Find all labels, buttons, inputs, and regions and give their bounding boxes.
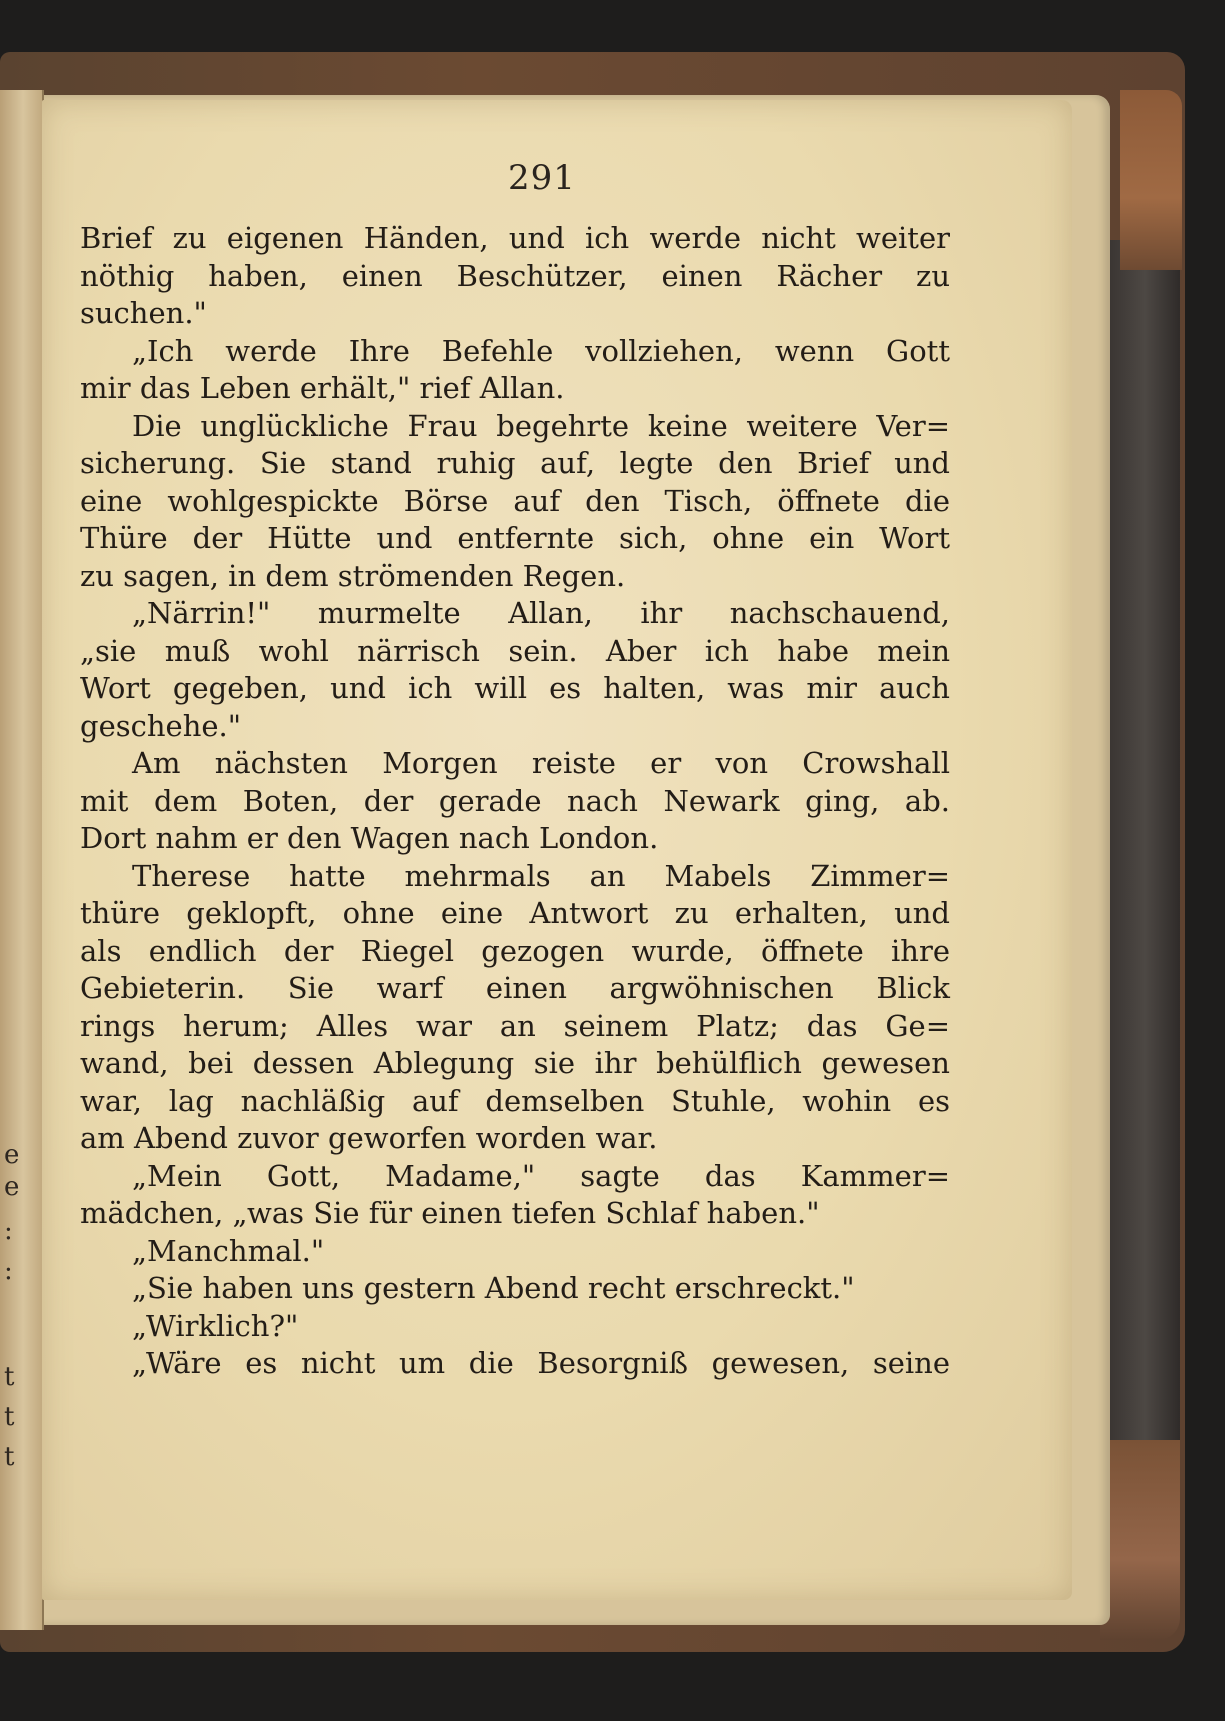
text-line: „Närrin!" murmelte Allan, ihr nachschauend, [132,596,950,630]
text-line: Wort gegeben, und ich will es halten, was mir auch [80,671,950,705]
text-line: thüre geklopft, ohne eine Antwort zu erhalten, und [80,896,950,930]
text-line: „Sie haben uns gestern Abend recht erschreckt." [132,1271,855,1305]
left-page-fragment: e [4,1140,20,1170]
text-line: rings herum; Alles war an seinem Platz; das Ge= [80,1008,950,1043]
left-page-fragment: t [4,1442,15,1472]
left-page-fragment: e [4,1172,20,1202]
text-line: Brief zu eigenen Händen, und ich werde nicht weiter [80,221,950,255]
text-line: „sie muß wohl närrisch sein. Aber ich habe mein [80,633,950,668]
text-line: mir das Leben erhält," rief Allan. [80,371,565,405]
text-line: „Wäre es nicht um die Besorgniß gewesen, seine [132,1346,950,1380]
cover-corner-top [1120,90,1182,270]
page-number: 291 [508,158,576,198]
text-line: eine wohlgespickte Börse auf den Tisch, öffnete die [80,483,950,518]
text-line: zu sagen, in dem strömenden Regen. [80,558,626,593]
text-line: am Abend zuvor geworfen worden war. [80,1121,658,1155]
text-line: nöthig haben, einen Beschützer, einen Rächer zu [80,258,950,293]
text-line: wand, bei dessen Ablegung sie ihr behülflich gewesen [80,1046,950,1080]
left-page-fragment: t [4,1362,15,1392]
text-line: „Wirklich?" [132,1308,299,1343]
text-line: Dort nahm er den Wagen nach London. [80,821,659,855]
left-page-edge [0,90,44,1630]
page-text [80,220,950,1383]
text-line: mit dem Boten, der gerade nach Newark ging, ab. [80,783,950,818]
text-line: geschehe." [80,708,242,743]
cover-corner-bottom [1100,1440,1180,1640]
text-line: war, lag nachläßig auf demselben Stuhle, wohin es [80,1083,950,1118]
book-cover-edge [1110,240,1180,1440]
book-page [42,100,1072,1600]
left-page-fragment: : [4,1256,13,1286]
text-line: als endlich der Riegel gezogen wurde, öffnete ihre [80,933,950,968]
text-line: Die unglückliche Frau begehrte keine weitere Ver= [132,408,950,443]
text-line: sicherung. Sie stand ruhig auf, legte den Brief und [80,446,950,480]
text-line: Thüre der Hütte und entfernte sich, ohne ein Wort [80,521,950,555]
text-line: „Ich werde Ihre Befehle vollziehen, wenn Gott [132,333,950,368]
text-line: „Mein Gott, Madame," sagte das Kammer= [132,1158,950,1193]
text-line: Gebieterin. Sie warf einen argwöhnischen Blick [80,971,950,1005]
left-page-fragment: t [4,1402,15,1432]
text-line: „Manchmal." [132,1233,325,1268]
text-line: suchen." [80,296,207,330]
text-line: Therese hatte mehrmals an Mabels Zimmer= [132,858,950,893]
text-line: mädchen, „was Sie für einen tiefen Schlaf haben." [80,1196,820,1230]
text-line: Am nächsten Morgen reiste er von Crowshall [132,746,950,780]
left-page-fragment: : [4,1216,13,1246]
